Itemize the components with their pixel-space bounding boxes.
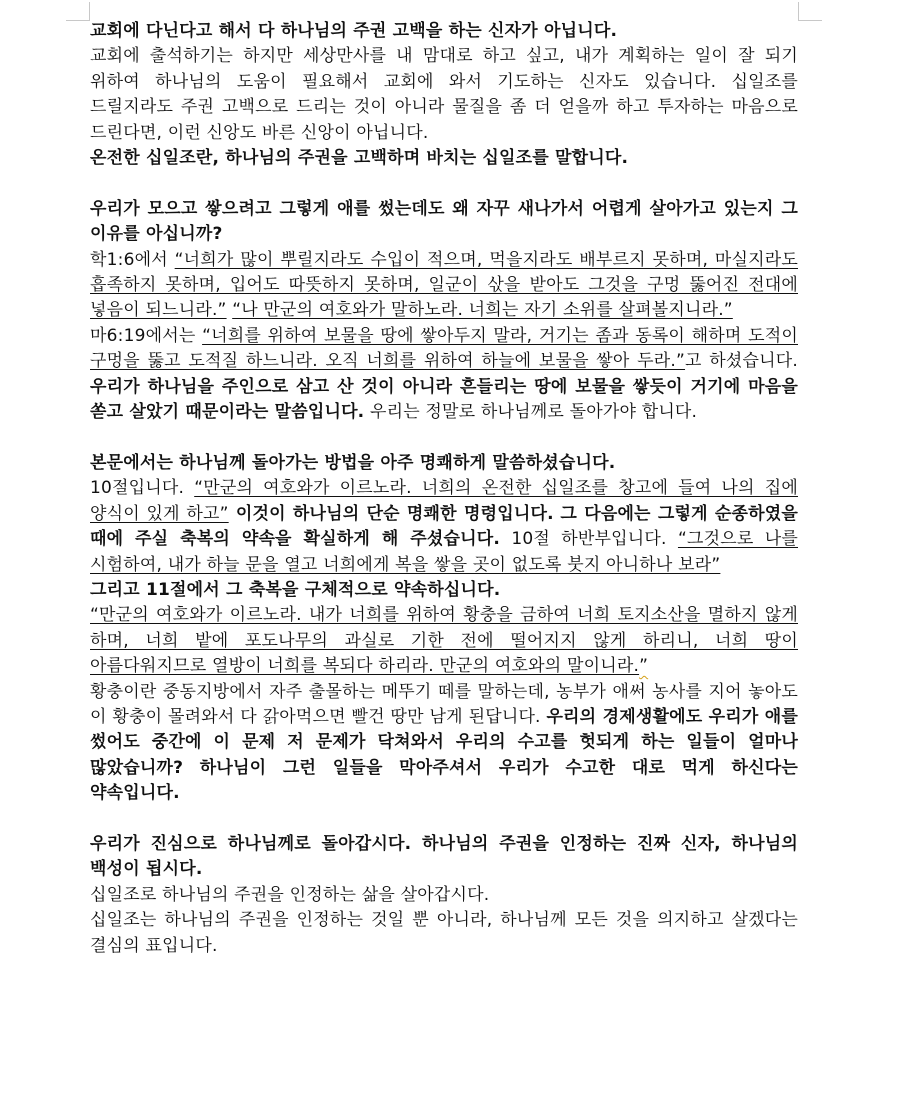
- bold-text: 그 다음에는 그렇게 순종하였을 때에 주실 축복의 약속을 확실하게 해 주셨습니다.: [90, 503, 798, 550]
- para-matthew-quote: [90, 324, 798, 426]
- para-verse-10: [90, 476, 798, 578]
- bold-text: 온전한 십일조란, 하나님의 주권을 고백하며 바치는 십일조를 말합니다.: [90, 148, 629, 169]
- para-locust: [90, 680, 798, 807]
- para-live-tithe: [90, 883, 798, 908]
- blank-line: [90, 425, 798, 450]
- para-tithe-meaning: [90, 908, 798, 959]
- bold-text: 우리가 하나님을 주인으로 삼고 산 것이 아니라 흔들리는 땅에 보물을 쌓듯이 거기에 마음을 쏟고 살았기 때문이라는 말씀입니다.: [90, 376, 798, 423]
- body-text: 황충이란 중동지방에서 자주 출몰하는 메뚜기 떼를 말하는데, 농부가 애써 농사를 지어 놓아도 이 황충이 몰려와서 다 갉아먹으면 빨건 땅만 남게 된답니다.: [90, 681, 798, 727]
- heading-not-every-churchgoer: [90, 19, 798, 44]
- scripture-quote: “만군의 여호와가 이르노라. 내가 너희를 위하여 황충을 금하여 너희 토지소산을 멸하지 않게 하며, 너희 밭에 포도나무의 과실로 기한 전에 떨어지지 않게 하리니, 너희 땅이 아름다워지므로 열방이 너희를 복되다 하리라. 만군의 여호와의 말이니라.: [90, 605, 798, 677]
- para-verse-11-quote: [90, 603, 798, 679]
- heading-complete-tithe: [90, 146, 798, 171]
- heading-return-sincerely: [90, 832, 798, 883]
- body-text: 십일조는 하나님의 주권을 인정하는 것일 뿐 아니라, 하나님께 모든 것을 의지하고 살겠다는 결심의 표입니다.: [90, 910, 798, 956]
- bold-text: 우리의 경제생활에도 우리가 애를 썼어도 중간에 이 문제 저 문제가 닥쳐와서 우리의 수고를 헛되게 하는 일들이 얼마나 많았습니까? 하나님이 그런 일들을 막아주셔서 우리가 수고한 대로 먹게 하신다는 약속입니다.: [90, 706, 798, 804]
- bold-text: 이것이 하나님의 단순 명쾌한 명령입니다.: [228, 503, 554, 524]
- scripture-quote: “나 만군의 여호와가 말하노라. 너희는 자기 소위를 살펴볼지니라.”: [232, 300, 733, 321]
- body-text: 우리는 정말로 하나님께로 돌아가야 합니다.: [364, 402, 698, 423]
- scripture-quote: ”: [639, 656, 649, 677]
- body-text: 교회에 출석하기는 하지만 세상만사를 내 맘대로 하고 싶고, 내가 계획하는 일이 잘 되기 위하여 하나님의 도움이 필요해서 교회에 와서 기도하는 신자도 있습니다. 십일조를 드릴지라도 주권 고백으로 드리는 것이 아니라 물질을 좀 더 얻을까 하고 투자하는 마음으로 드린다면, 이런 신앙도 바른 신앙이 아닙니다.: [90, 46, 798, 143]
- crop-mark-top-left: [66, 20, 90, 21]
- body-text: 고 하셨습니다.: [685, 351, 798, 372]
- bold-text: 그리고 11절에서 그 축복을 구체적으로 약속하십니다.: [90, 579, 501, 600]
- document-body[interactable]: [90, 19, 798, 959]
- bold-text: 우리가 진심으로 하나님께로 돌아갑시다. 하나님의 주권을 인정하는 진짜 신자, 하나님의 백성이 됩시다.: [90, 833, 798, 880]
- scripture-quote: “만군의 여호와가 이르노라. 너희의 온전한 십일조를 창고에 들여 나의 집에 양식이 있게 하고”: [90, 478, 798, 524]
- bold-text: 본문에서는 하나님께 돌아가는 방법을 아주 명쾌하게 말씀하셨습니다.: [90, 452, 616, 473]
- heading-how-to-return: [90, 451, 798, 476]
- body-text: 마6:19에서는: [90, 325, 203, 346]
- bold-text: 교회에 다닌다고 해서 다 하나님의 주권 고백을 하는 신자가 아닙니다.: [90, 21, 618, 41]
- heading-why-hardship: [90, 197, 798, 248]
- crop-mark-top-right: [798, 2, 799, 21]
- crop-mark-top-right: [798, 20, 822, 21]
- scripture-quote: “너희가 많이 뿌릴지라도 수입이 적으며, 먹을지라도 배부르지 못하며, 마실지라도 흡족하지 못하며, 입어도 따뜻하지 못하며, 일군이 삯을 받아도 그것을 구멍 뚫어진 전대에 넣음이 되느니라.”: [90, 249, 798, 321]
- blank-line: [90, 171, 798, 196]
- heading-verse-11: [90, 578, 798, 603]
- scripture-quote: “그것으로 나를 시험하여, 내가 하늘 문을 열고 너희에게 복을 쌓을 곳이 없도록 붓지 아니하나 보라”: [90, 529, 798, 575]
- body-text: 10절입니다.: [90, 478, 195, 499]
- blank-line: [90, 807, 798, 832]
- bold-text: 우리가 모으고 쌓으려고 그렇게 애를 썼는데도 왜 자꾸 새나가서 어렵게 살아가고 있는지 그 이유를 아십니까?: [90, 198, 798, 245]
- body-text: 십일조로 하나님의 주권을 인정하는 삶을 살아갑시다.: [90, 884, 490, 905]
- body-text: 학1:6에서: [90, 249, 175, 270]
- scripture-quote: “너희를 위하여 보물을 땅에 쌓아두지 말라, 거기는 좀과 동록이 해하며 도적이 구멍을 뚫고 도적질 하느니라. 오직 너희를 위하여 하늘에 보물을 쌓아 두라.”: [90, 325, 798, 372]
- para-haggai-quote: [90, 248, 798, 324]
- para-wrong-faith: [90, 44, 798, 146]
- body-text: 10절 하반부입니다.: [500, 529, 678, 550]
